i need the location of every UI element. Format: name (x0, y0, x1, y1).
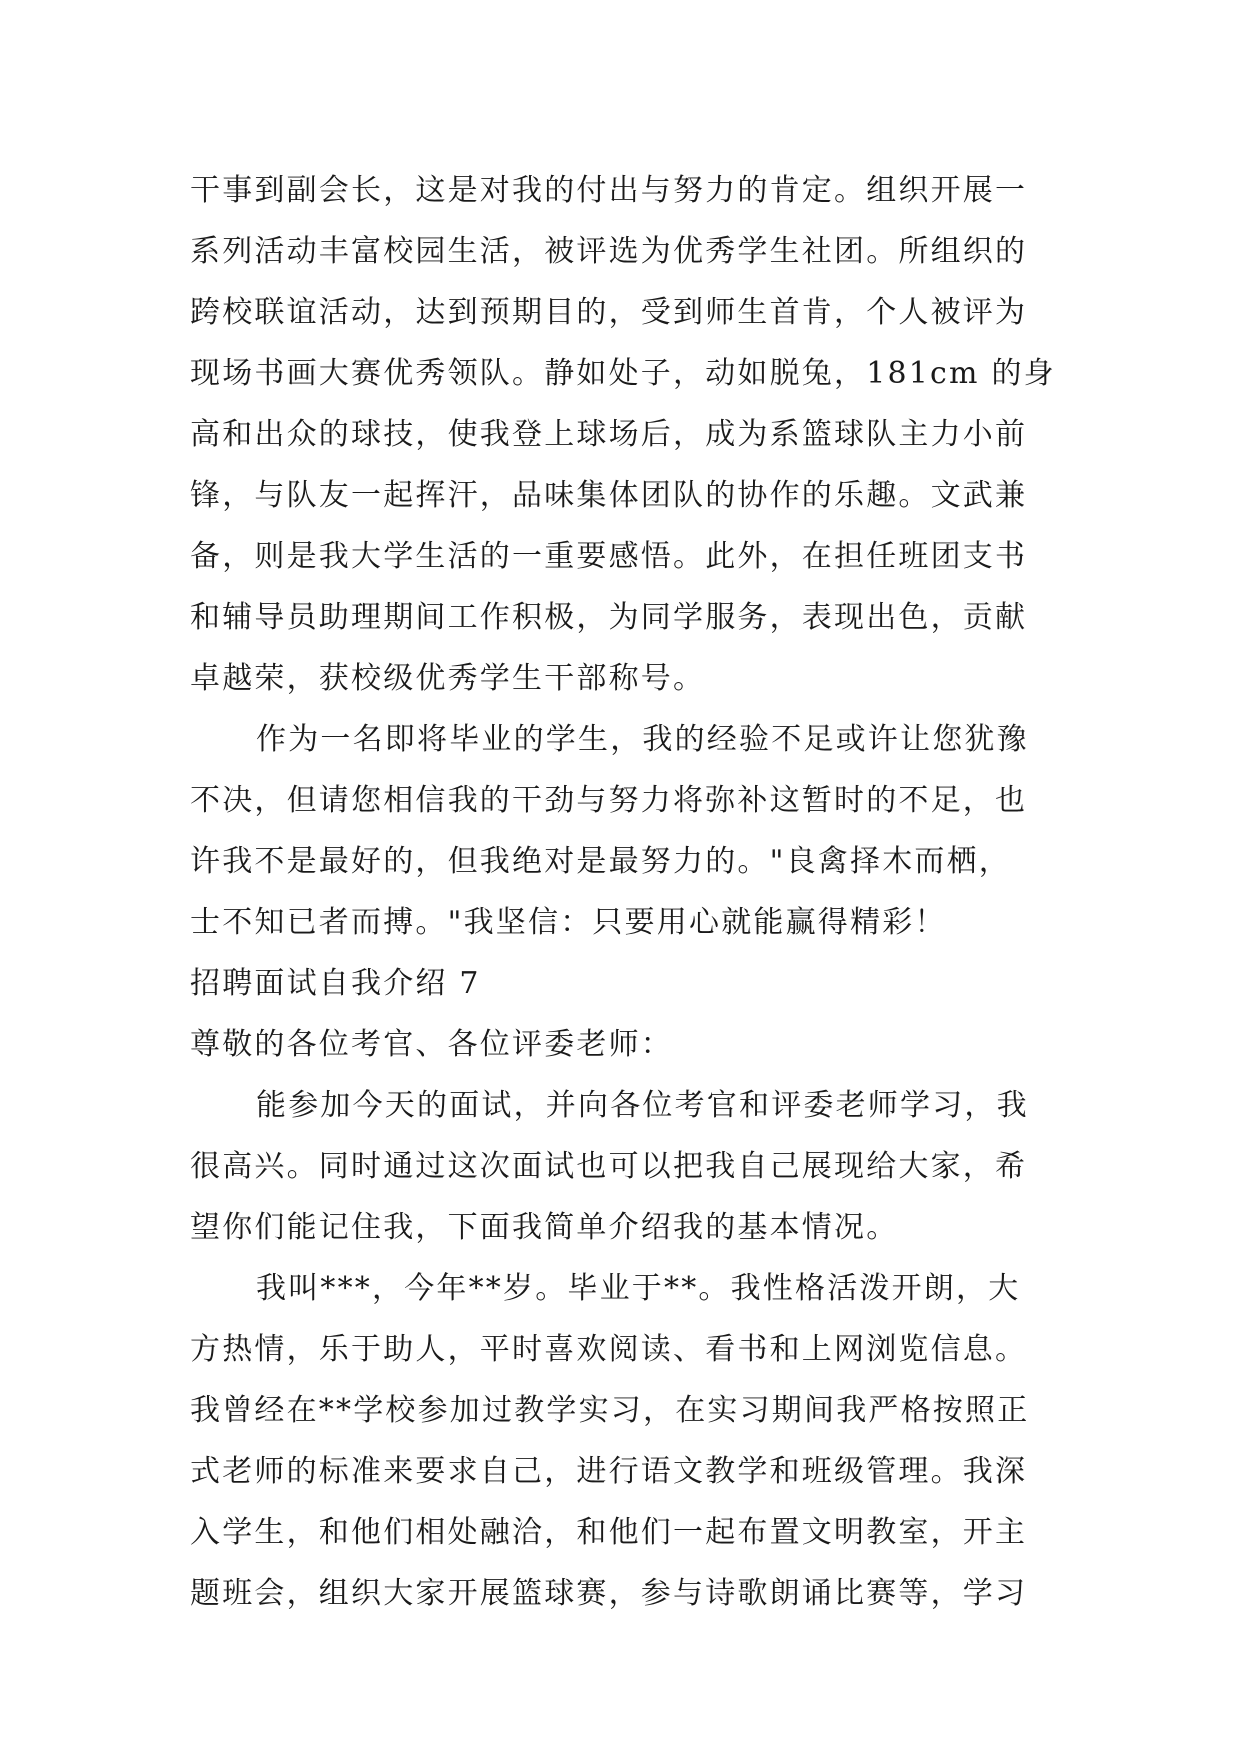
salutation: 尊敬的各位考官、各位评委老师： (190, 1027, 673, 1062)
paragraph-line: 能参加今天的面试，并向各位考官和评委老师学习，我 (256, 1088, 1029, 1123)
paragraph-line: 很高兴。同时通过这次面试也可以把我自己展现给大家，希 (190, 1149, 1028, 1184)
paragraph-line: 许我不是最好的，但我绝对是最努力的。"良禽择木而栖， (190, 844, 1011, 879)
paragraph-line: 锋，与队友一起挥汗，品味集体团队的协作的乐趣。文武兼 (190, 478, 1028, 513)
paragraph-line: 现场书画大赛优秀领队。静如处子，动如脱兔，181cm 的身 (190, 356, 1056, 391)
paragraph-line: 士不知已者而搏。"我坚信：只要用心就能赢得精彩！ (190, 905, 947, 940)
paragraph-line: 备，则是我大学生活的一重要感悟。此外，在担任班团支书 (190, 539, 1028, 574)
paragraph-line: 卓越荣，获校级优秀学生干部称号。 (190, 661, 706, 696)
paragraph-line: 作为一名即将毕业的学生，我的经验不足或许让您犹豫 (256, 722, 1029, 757)
paragraph-line: 式老师的标准来要求自己，进行语文教学和班级管理。我深 (190, 1454, 1028, 1489)
paragraph-line: 我曾经在**学校参加过教学实习，在实习期间我严格按照正 (190, 1393, 1030, 1428)
paragraph-line: 和辅导员助理期间工作积极，为同学服务，表现出色，贡献 (190, 600, 1028, 635)
section-heading: 招聘面试自我介绍 7 (190, 966, 481, 1001)
document-body (190, 160, 1070, 1624)
paragraph-line: 系列活动丰富校园生活，被评选为优秀学生社团。所组织的 (190, 234, 1028, 269)
paragraph-line: 我叫***，今年**岁。毕业于**。我性格活泼开朗，大 (256, 1271, 1021, 1306)
paragraph-line: 方热情，乐于助人，平时喜欢阅读、看书和上网浏览信息。 (190, 1332, 1028, 1367)
paragraph-line: 干事到副会长，这是对我的付出与努力的肯定。组织开展一 (190, 173, 1028, 208)
paragraph-line: 题班会，组织大家开展篮球赛，参与诗歌朗诵比赛等，学习 (190, 1576, 1028, 1611)
paragraph-line: 不决，但请您相信我的干劲与努力将弥补这暂时的不足，也 (190, 783, 1028, 818)
paragraph-line: 高和出众的球技，使我登上球场后，成为系篮球队主力小前 (190, 417, 1028, 452)
paragraph-line: 跨校联谊活动，达到预期目的，受到师生首肯，个人被评为 (190, 295, 1028, 330)
paragraph-line: 入学生，和他们相处融洽，和他们一起布置文明教室，开主 (190, 1515, 1028, 1550)
paragraph-line: 望你们能记住我，下面我简单介绍我的基本情况。 (190, 1210, 899, 1245)
